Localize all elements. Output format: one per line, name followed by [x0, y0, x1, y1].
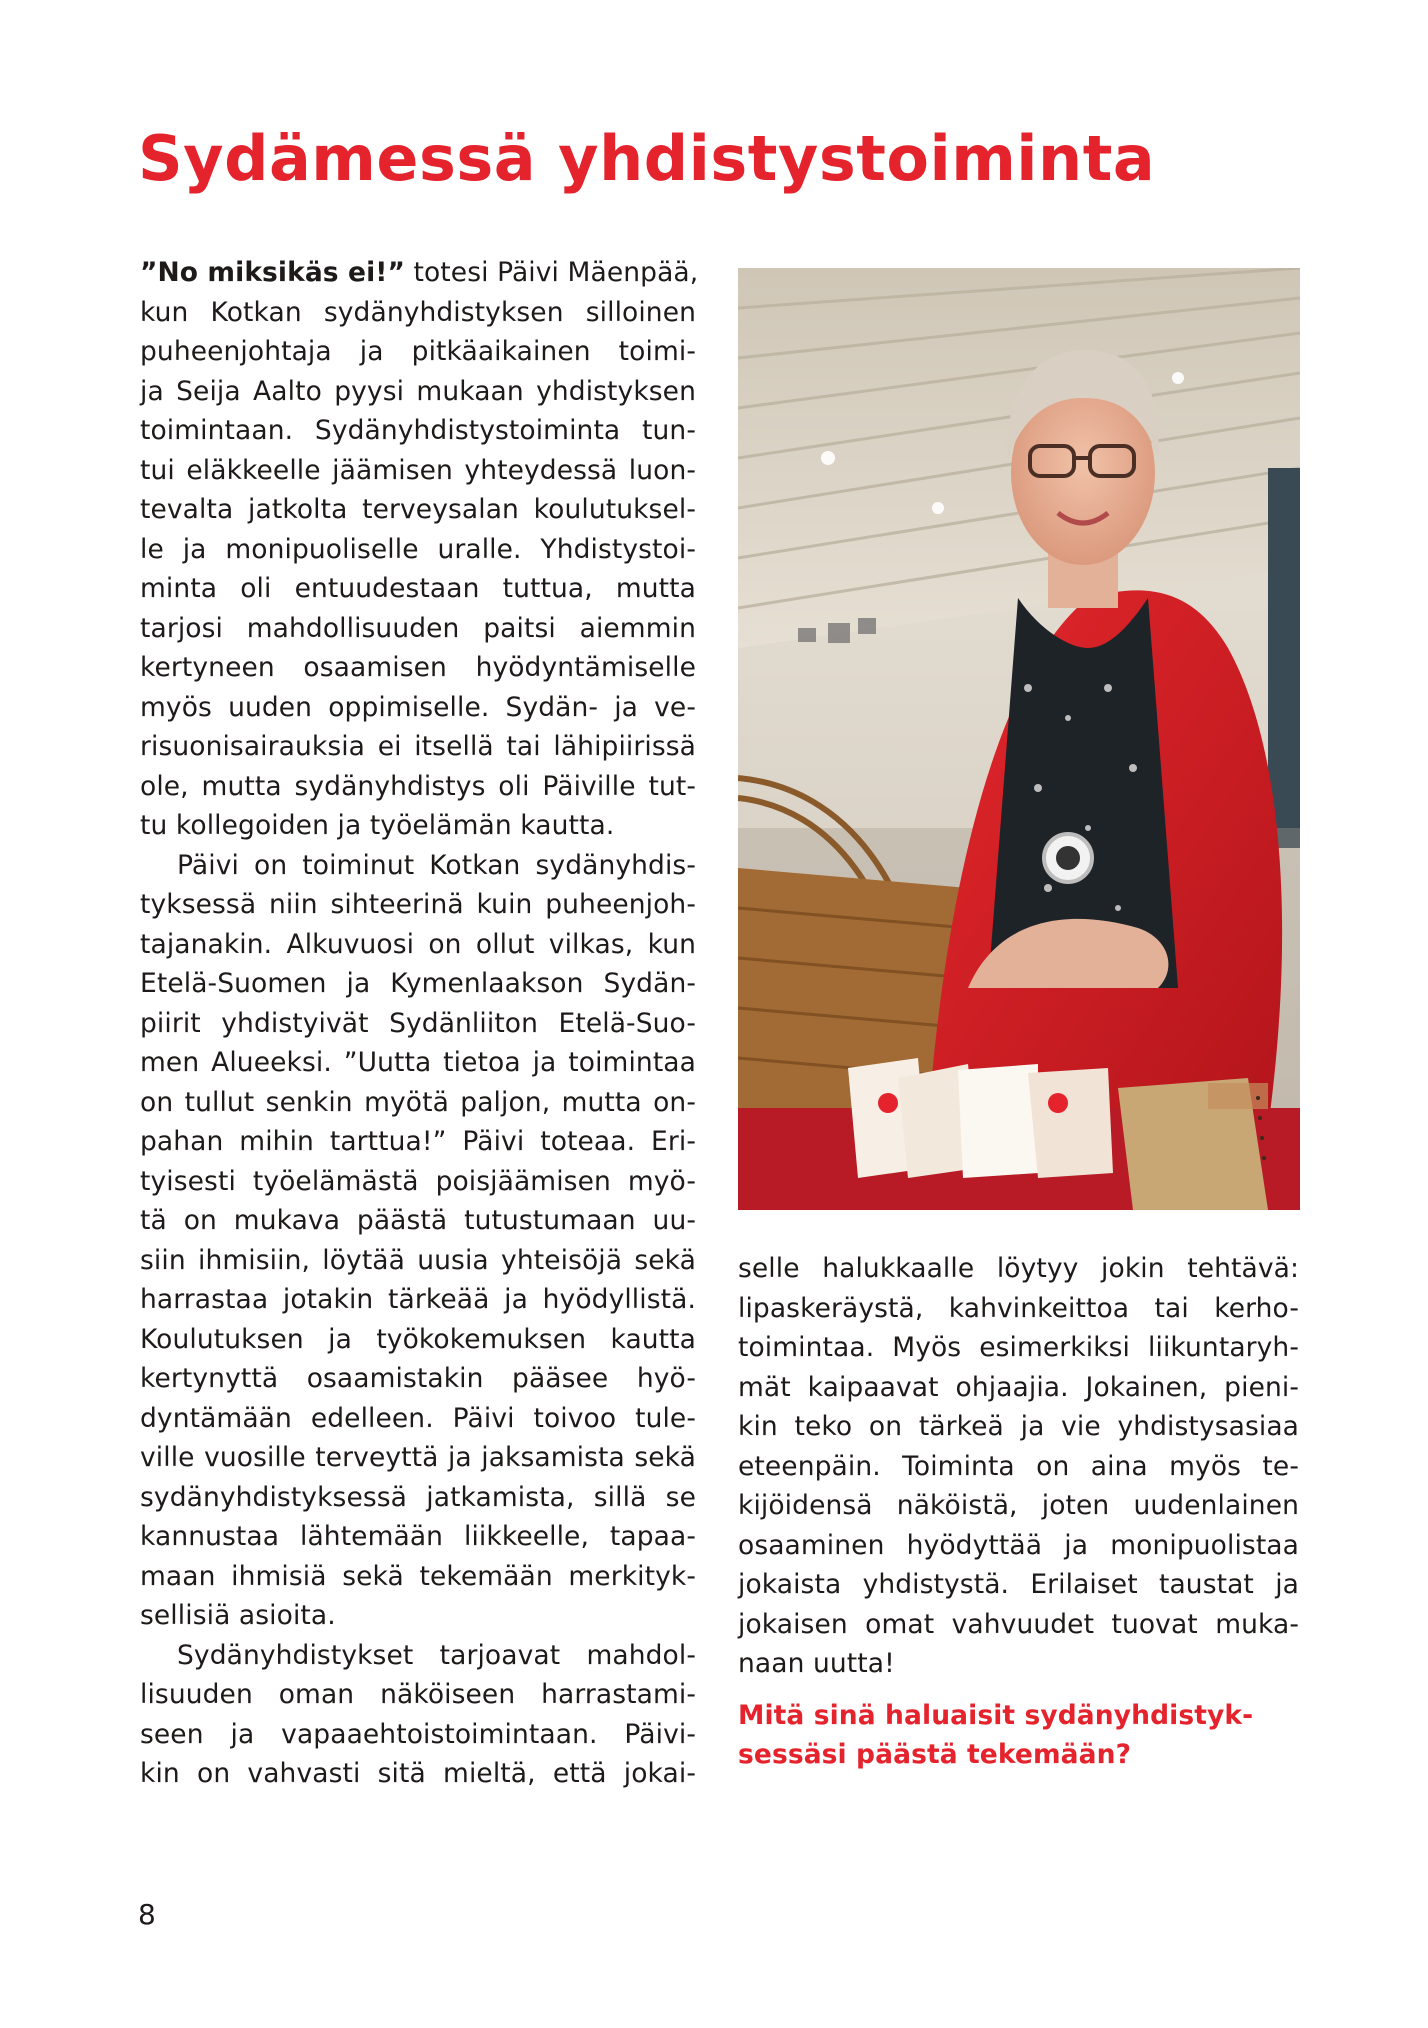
text-line: kertyneen osaamisen hyödyntämiselle [140, 652, 696, 683]
text-line: le ja monipuoliselle uralle. Yhdistystoi- [140, 533, 696, 565]
text-line: harrastaa jotakin tärkeää ja hyödyllistä. [140, 1284, 696, 1315]
text-line: kertynyttä osaamistakin pääsee hyö- [140, 1363, 696, 1394]
text-line: Koulutuksen ja työkokemuksen kautta [140, 1323, 696, 1355]
text-line: tevalta jatkolta terveysalan koulutuksel- [140, 494, 696, 525]
text-line: eteenpäin. Toiminta on aina myös te- [738, 1450, 1299, 1482]
question-line: sessäsi päästä tekemään? [738, 1739, 1132, 1770]
text-line: selle halukkaalle löytyy jokin tehtävä: [738, 1253, 1299, 1284]
text-line: tui eläkkeelle jäämisen yhteydessä luon- [140, 454, 696, 486]
page-title: Sydämessä yhdistystoiminta [138, 122, 1156, 195]
text-line: mät kaipaavat ohjaajia. Jokainen, pieni- [738, 1371, 1299, 1403]
question-line: Mitä sinä haluaisit sydänyhdistyk- [738, 1699, 1254, 1731]
lead-quote: ”No miksikäs ei!” [140, 257, 405, 288]
text-line: tarjosi mahdollisuuden paitsi aiemmin [140, 612, 696, 644]
text-line: kijöidensä näköistä, joten uudenlainen [738, 1490, 1299, 1521]
text-line: siin ihmisiin, löytää uusia yhteisöjä sekä [140, 1244, 696, 1276]
text-line: on tullut senkin myötä paljon, mutta on- [140, 1086, 696, 1118]
text-line: pahan mihin tarttua!” Päivi toteaa. Eri- [140, 1126, 696, 1157]
text-line: tu kollegoiden ja työelämän kautta. [140, 810, 615, 841]
text-line: puheenjohtaja ja pitkäaikainen toimi- [140, 336, 696, 367]
text-line: ”No miksikäs ei!” totesi Päivi Mäenpää, [140, 257, 699, 288]
text-line: tajanakin. Alkuvuosi on ollut vilkas, kun [140, 928, 696, 960]
text-line: sellisiä asioita. [140, 1600, 336, 1631]
text-line: kannustaa lähtemään liikkeelle, tapaa- [140, 1521, 696, 1552]
brochures [848, 1058, 1113, 1178]
text-line: dyntämään edelleen. Päivi toivoo tule- [140, 1402, 696, 1434]
text-line: tyisesti työelämästä poisjäämisen myö- [140, 1165, 696, 1197]
text-line: Päivi on toiminut Kotkan sydänyhdis- [177, 849, 696, 881]
text-line: maan ihmisiä sekä tekemään merkityk- [140, 1560, 696, 1592]
closing-question [738, 1696, 1299, 1775]
text-line: men Alueeksi. ”Uutta tietoa ja toimintaa [140, 1047, 696, 1078]
text-line: ja Seija Aalto pyysi mukaan yhdistyksen [140, 375, 696, 407]
text-line: jokaista yhdistystä. Erilaiset taustat ja [738, 1569, 1299, 1600]
text-line: risuonisairauksia ei itsellä tai lähipiirissä [140, 731, 696, 762]
text-line: myös uuden oppimiselle. Sydän- ja ve- [140, 691, 696, 723]
text-line: minta oli entuudestaan tuttua, mutta [140, 573, 696, 604]
text-line: piirit yhdistyivät Sydänliiton Etelä-Suo- [140, 1007, 696, 1039]
text-line: naan uutta! [738, 1648, 895, 1679]
text-line: tä on mukava päästä tutustumaan uu- [140, 1205, 696, 1236]
text-line: kun Kotkan sydänyhdistyksen silloinen [140, 296, 696, 328]
text-line: seen ja vapaaehtoistoimintaan. Päivi- [140, 1718, 696, 1750]
text-line: Etelä-Suomen ja Kymenlaakson Sydän- [140, 968, 696, 999]
left-text-column [140, 253, 699, 1794]
text-line: lisuuden oman näköiseen harrastami- [140, 1679, 696, 1710]
text-line: sydänyhdistyksessä jatkamista, sillä se [140, 1481, 696, 1513]
text-line: tyksessä niin sihteerinä kuin puheenjoh- [140, 889, 696, 920]
text-line: toimintaan. Sydänyhdistystoiminta tun- [140, 415, 696, 446]
right-text-column [738, 1249, 1299, 1775]
text-line: kin teko on tärkeä ja vie yhdistysasiaa [738, 1411, 1299, 1442]
portrait-photo [738, 268, 1300, 1210]
text-line: ville vuosille terveyttä ja jaksamista sekä [140, 1442, 696, 1473]
text-line: Sydänyhdistykset tarjoavat mahdol- [177, 1639, 696, 1671]
photo-illustration [738, 268, 1300, 1210]
text-line: osaaminen hyödyttää ja monipuolistaa [738, 1529, 1299, 1561]
text-line: lipaskeräystä, kahvinkeittoa tai kerho- [738, 1292, 1299, 1324]
page-number: 8 [138, 1898, 156, 1931]
text-line: ole, mutta sydänyhdistys oli Päiville tut- [140, 770, 696, 802]
text-line: toimintaa. Myös esimerkiksi liikuntaryh- [738, 1332, 1299, 1363]
text-line: jokaisen omat vahvuudet tuovat muka- [738, 1608, 1299, 1640]
text-line: kin on vahvasti sitä mieltä, että jokai- [140, 1758, 696, 1789]
